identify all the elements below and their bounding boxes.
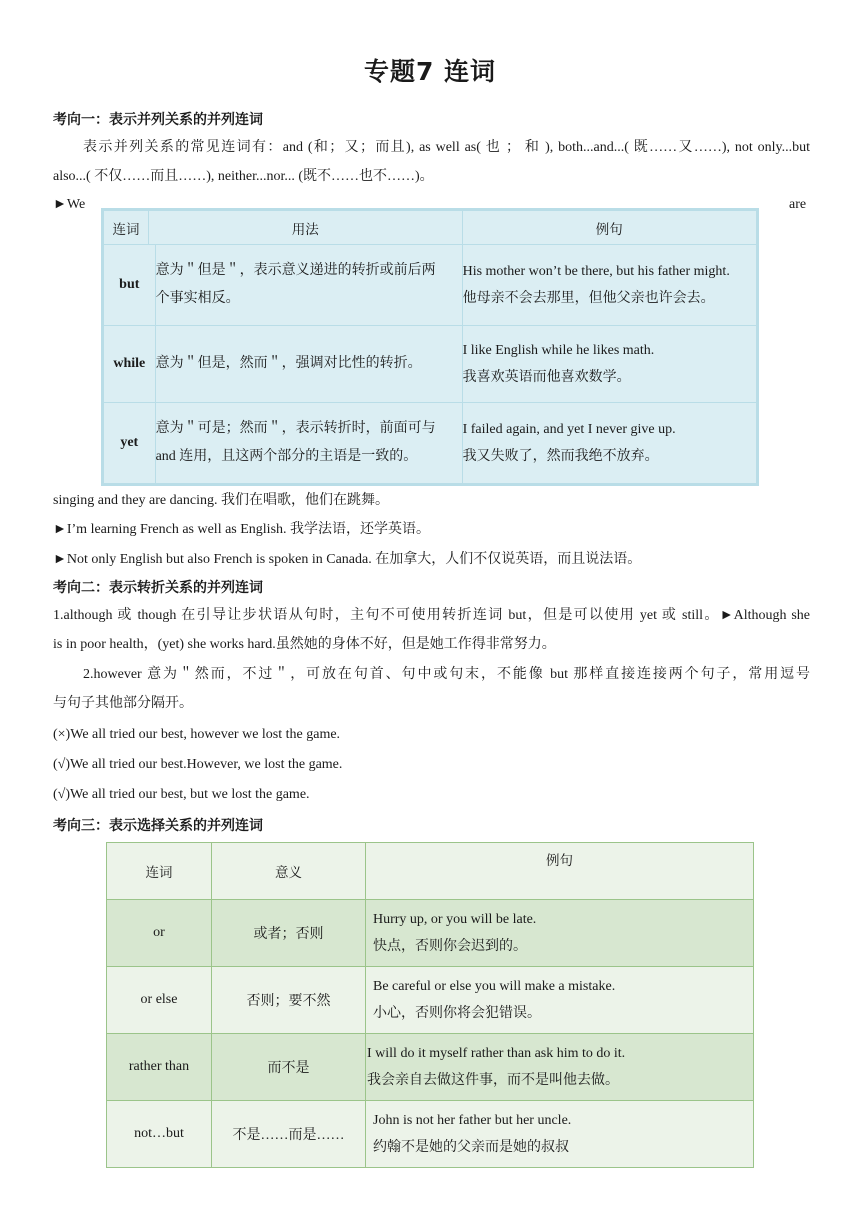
point1-line-1: 1.although 或 though 在引导让步状语从句时，主句不可使用转折连词 but，但是可以使用 yet 或 still。►Although she (53, 608, 810, 623)
t2-row-or (107, 900, 754, 967)
conjunction-table-contrast (101, 208, 759, 486)
t2-example: Be careful or else you will make a mistake. 小心，否则你将会犯错误。 (366, 967, 754, 1034)
t2-word: not…but (107, 1101, 212, 1168)
t2-word: or (107, 900, 212, 967)
page-title: 专题7 连词 (363, 57, 497, 86)
section2-heading: 考向二：表示转折关系的并列连词 (53, 580, 263, 596)
t2-example: Hurry up, or you will be late. 快点，否则你会迟到的。 (366, 900, 754, 967)
t1-row-yet (104, 403, 757, 484)
conjunction-table-choice (106, 842, 754, 1168)
section2-point1 (53, 601, 810, 659)
t2-word: or else (107, 967, 212, 1034)
however-example-wrong: (×)We all tried our best, however we lost the game. (53, 727, 341, 742)
example1-start: ►We (53, 197, 86, 212)
however-example-right-1: (√)We all tried our best.However, we lost the game. (53, 757, 343, 772)
section3-heading: 考向三：表示选择关系的并列连词 (53, 818, 263, 834)
t1-usage: 意为＂但是，然而＂，强调对比性的转折。 (155, 325, 462, 403)
example2: ►I’m learning French as well as English. 我学法语，还学英语。 (53, 522, 431, 537)
t2-header-example: 例句 (366, 843, 754, 900)
however-example-right-2: (√)We all tried our best, but we lost the game. (53, 787, 310, 802)
t2-row-not-but (107, 1101, 754, 1168)
t1-word: yet (104, 403, 156, 484)
point2-line-1: 2.however 意为＂然而，不过＂，可放在句首、句中或句末，不能像 but 那样直接连接两个句子，常用逗号 (83, 667, 810, 682)
t1-header-usage: 用法 (149, 211, 463, 245)
t2-example: I will do it myself rather than ask him to do it. 我会亲自去做这件事，而不是叫他去做。 (366, 1034, 754, 1101)
t1-row-while (104, 325, 757, 403)
t2-meaning: 不是……而是…… (212, 1101, 366, 1168)
t1-word: while (104, 325, 156, 403)
t1-row-but (104, 245, 757, 326)
t2-meaning: 而不是 (212, 1034, 366, 1101)
t1-usage: 意为＂但是＂，表示意义递进的转折或前后两 个事实相反。 (155, 245, 462, 326)
t1-header-word: 连词 (104, 211, 149, 245)
intro-line-1: 表示并列关系的常见连词有：and (和；又；而且), as well as( 也 ； 和 ), both...and...( 既……又……), not only...but (83, 140, 810, 155)
example1-end: singing and they are dancing. 我们在唱歌，他们在跳舞。 (53, 493, 389, 508)
t2-header-word: 连词 (107, 843, 212, 900)
t2-header-meaning: 意义 (212, 843, 366, 900)
t2-row-rather-than (107, 1034, 754, 1101)
example3: ►Not only English but also French is spoken in Canada. 在加拿大，人们不仅说英语，而且说法语。 (53, 552, 642, 567)
t2-row-or-else (107, 967, 754, 1034)
example1-are: are (789, 197, 807, 212)
t1-word: but (104, 245, 156, 326)
section1-intro (53, 133, 810, 191)
t1-example: I failed again, and yet I never give up. 我又失败了，然而我绝不放弃。 (462, 403, 756, 484)
t2-word: rather than (107, 1034, 212, 1101)
t1-usage: 意为＂可是；然而＂，表示转折时，前面可与 and 连用，且这两个部分的主语是一致的。 (155, 403, 462, 484)
t1-example: I like English while he likes math. 我喜欢英语而他喜欢数学。 (462, 325, 756, 403)
t2-meaning: 否则；要不然 (212, 967, 366, 1034)
section1-heading: 考向一：表示并列关系的并列连词 (53, 112, 263, 128)
t2-example: John is not her father but her uncle. 约翰不是她的父亲而是她的叔叔 (366, 1101, 754, 1168)
section2-point2 (53, 660, 810, 718)
t2-meaning: 或者；否则 (212, 900, 366, 967)
t1-example: His mother won’t be there, but his father might. 他母亲不会去那里，但他父亲也许会去。 (462, 245, 756, 326)
point1-line-2: is in poor health，(yet) she works hard.虽然她的身体不好，但是她工作得非常努力。 (53, 637, 556, 652)
t1-header-example: 例句 (462, 211, 756, 245)
point2-line-2: 与句子其他部分隔开。 (53, 696, 193, 711)
intro-line-2: also...( 不仅……而且……), neither...nor... (既不……也不……)。 (53, 169, 434, 184)
